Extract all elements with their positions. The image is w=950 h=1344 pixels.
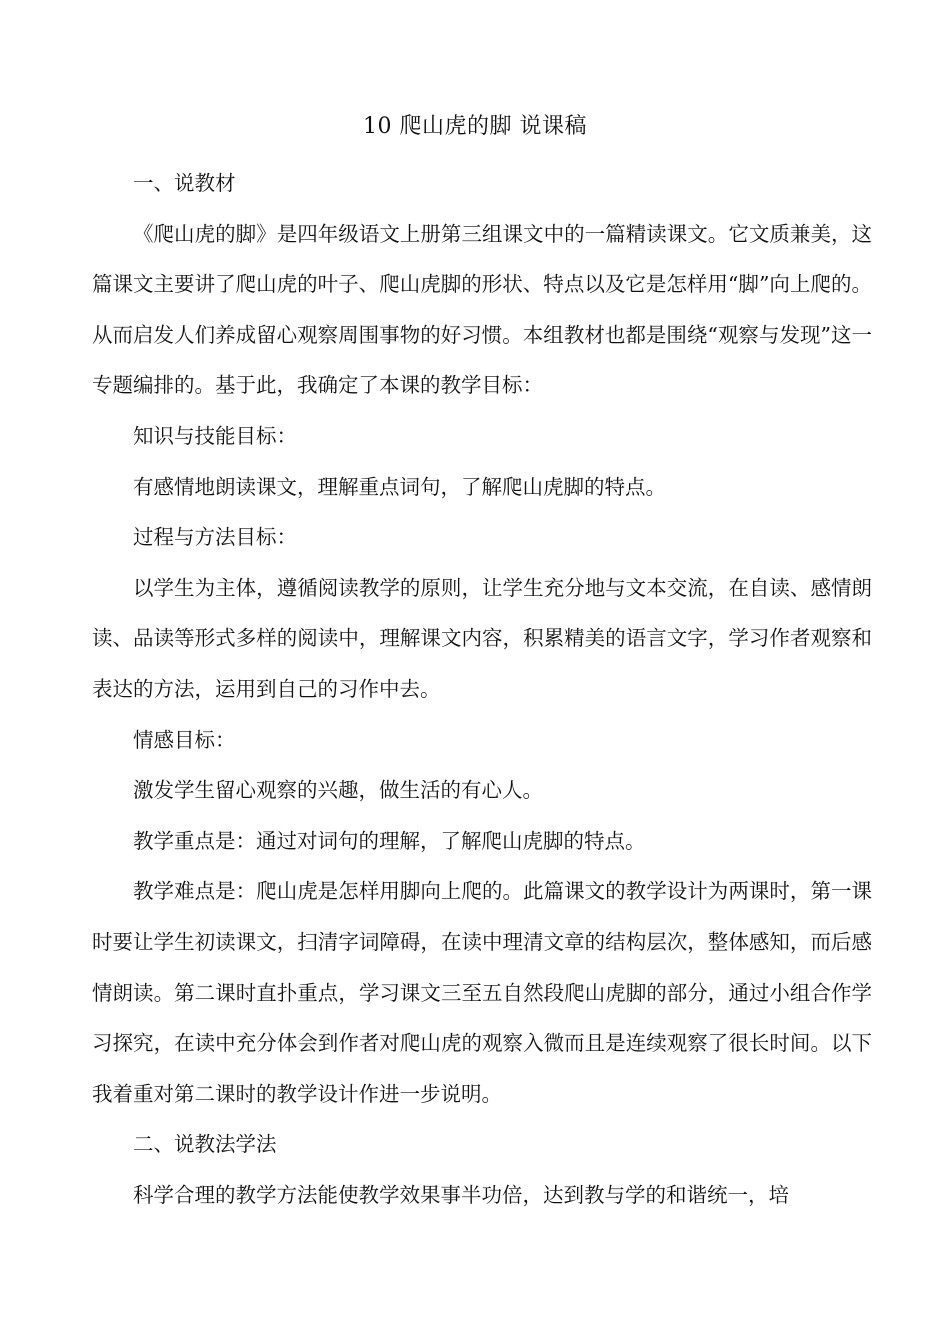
paragraph-process-goal: 以学生为主体，遵循阅读教学的原则，让学生充分地与文本交流，在自读、感情朗读、品读等形式多样的阅读中，理解课文内容，积累精美的语言文字，学习作者观察和表达的方法，运用到自己的习作中去。 bbox=[92, 575, 872, 701]
paragraph-teaching-focus: 教学重点是：通过对词句的理解，了解爬山虎脚的特点。 bbox=[133, 828, 646, 853]
document-title: 10 爬山虎的脚 说课稿 bbox=[363, 114, 587, 139]
subheading-process-goal: 过程与方法目标： bbox=[133, 525, 297, 550]
paragraph-knowledge-goal: 有感情地朗读课文，理解重点词句，了解爬山虎脚的特点。 bbox=[133, 474, 666, 499]
section-heading-methods: 二、说教法学法 bbox=[133, 1132, 277, 1157]
section-heading-textbook: 一、说教材 bbox=[133, 171, 236, 195]
document-body bbox=[92, 158, 872, 1220]
subheading-emotion-goal: 情感目标： bbox=[133, 727, 236, 752]
paragraph-emotion-goal: 激发学生留心观察的兴趣，做生活的有心人。 bbox=[133, 778, 543, 803]
subheading-knowledge-goal: 知识与技能目标： bbox=[133, 423, 297, 448]
paragraph-methods: 科学合理的教学方法能使教学效果事半功倍，达到教与学的和谐统一，培 bbox=[133, 1182, 789, 1207]
paragraph-textbook-intro: 《爬山虎的脚》是四年级语文上册第三组课文中的一篇精读课文。它文质兼美，这篇课文主要讲了爬山虎的叶子、爬山虎脚的形状、特点以及它是怎样用“脚”向上爬的。从而启发人们养成留心观察周围事物的好习惯。本组教材也都是围绕“观察与发现”这一专题编排的。基于此，我确定了本课的教学目标： bbox=[92, 221, 872, 398]
paragraph-teaching-difficulty: 教学难点是：爬山虎是怎样用脚向上爬的。此篇课文的教学设计为两课时，第一课时要让学生初读课文，扫清字词障碍，在读中理清文章的结构层次，整体感知，而后感情朗读。第二课时直扑重点，学习课文三至五自然段爬山虎脚的部分，通过小组合作学习探究，在读中充分体会到作者对爬山虎的观察入微而且是连续观察了很长时间。以下我着重对第二课时的教学设计作进一步说明。 bbox=[92, 879, 872, 1106]
